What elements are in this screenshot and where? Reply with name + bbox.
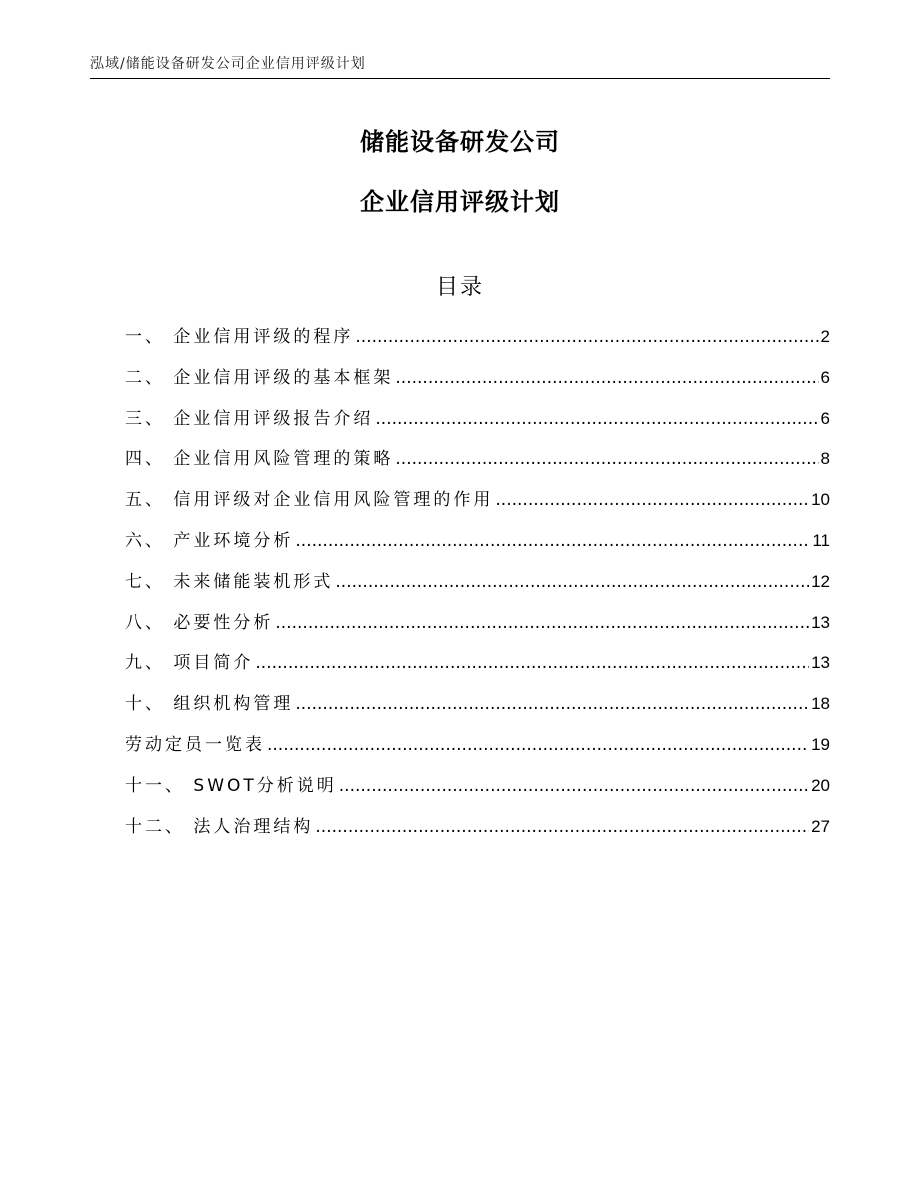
toc-entry-page: 20: [811, 775, 830, 795]
toc-entry-label: 八、 必要性分析: [125, 612, 274, 633]
toc-entry-label: 三、 企业信用评级报告介绍: [125, 408, 374, 429]
document-title-line1: 储能设备研发公司: [360, 128, 560, 156]
toc-dot-leader: [315, 817, 809, 837]
toc-entry-page: 19: [811, 734, 830, 754]
toc-entry-label: 劳动定员一览表: [125, 734, 265, 755]
toc-dot-leader: [267, 735, 809, 755]
toc-entry-2[interactable]: [125, 363, 830, 404]
toc-entry-page: 27: [811, 816, 830, 836]
toc-dot-leader: [275, 613, 809, 633]
toc-entry-9[interactable]: [125, 648, 830, 689]
toc-entry-label: 一、 企业信用评级的程序: [125, 327, 354, 347]
toc-entry-page: 13: [811, 612, 830, 632]
toc-entry-label: 七、 未来储能装机形式: [125, 571, 334, 592]
toc-entry-label: 十一、 SWOT分析说明: [125, 775, 337, 796]
toc-entry-page: 10: [811, 490, 830, 510]
toc-entry-label: 四、 企业信用风险管理的策略: [125, 449, 394, 470]
toc-entry-4[interactable]: [125, 444, 830, 485]
toc-dot-leader: [395, 368, 818, 388]
toc-heading: 目录: [435, 275, 484, 300]
toc-entry-10[interactable]: [125, 689, 830, 730]
toc-entry-label: 二、 企业信用评级的基本框架: [125, 367, 394, 388]
toc-dot-leader: [295, 694, 809, 714]
toc-entry-page: 6: [820, 408, 830, 428]
toc-entry-page: 13: [811, 653, 830, 673]
toc-entry-page: 11: [812, 530, 830, 550]
toc-dot-leader: [355, 327, 818, 347]
toc-dot-leader: [495, 490, 809, 510]
toc-dot-leader: [255, 653, 809, 673]
toc-entry-13[interactable]: [125, 812, 830, 853]
toc-entry-page: 6: [820, 367, 830, 387]
toc-entry-label: 六、 产业环境分析: [125, 530, 294, 551]
toc-entry-page: 12: [811, 571, 830, 591]
toc-entry-6[interactable]: [125, 526, 830, 567]
toc-entry-page: 8: [820, 449, 830, 469]
toc-dot-leader: [335, 572, 809, 592]
document-title-line2: 企业信用评级计划: [360, 188, 560, 216]
toc-entry-label: 十、 组织机构管理: [125, 694, 294, 715]
toc-entry-8[interactable]: [125, 608, 830, 649]
running-header: 泓域/储能设备研发公司企业信用评级计划: [90, 56, 366, 72]
toc-entry-7[interactable]: [125, 567, 830, 608]
toc-dot-leader: [295, 531, 810, 551]
toc-entry-page: 2: [820, 327, 830, 346]
toc-entry-5[interactable]: [125, 485, 830, 526]
toc-entry-11[interactable]: [125, 730, 830, 771]
toc-entry-page: 18: [811, 694, 830, 714]
toc-entry-1[interactable]: [125, 322, 830, 363]
toc-entry-label: 九、 项目简介: [125, 653, 254, 674]
toc-dot-leader: [375, 409, 818, 429]
toc-entry-label: 五、 信用评级对企业信用风险管理的作用: [125, 490, 494, 511]
toc-dot-leader: [395, 449, 818, 469]
toc-entry-3[interactable]: [125, 404, 830, 445]
toc-entry-label: 十二、 法人治理结构: [125, 816, 314, 837]
toc-dot-leader: [339, 776, 809, 796]
header-rule: [90, 78, 830, 79]
toc-entry-12[interactable]: [125, 771, 830, 812]
table-of-contents: [125, 322, 830, 852]
